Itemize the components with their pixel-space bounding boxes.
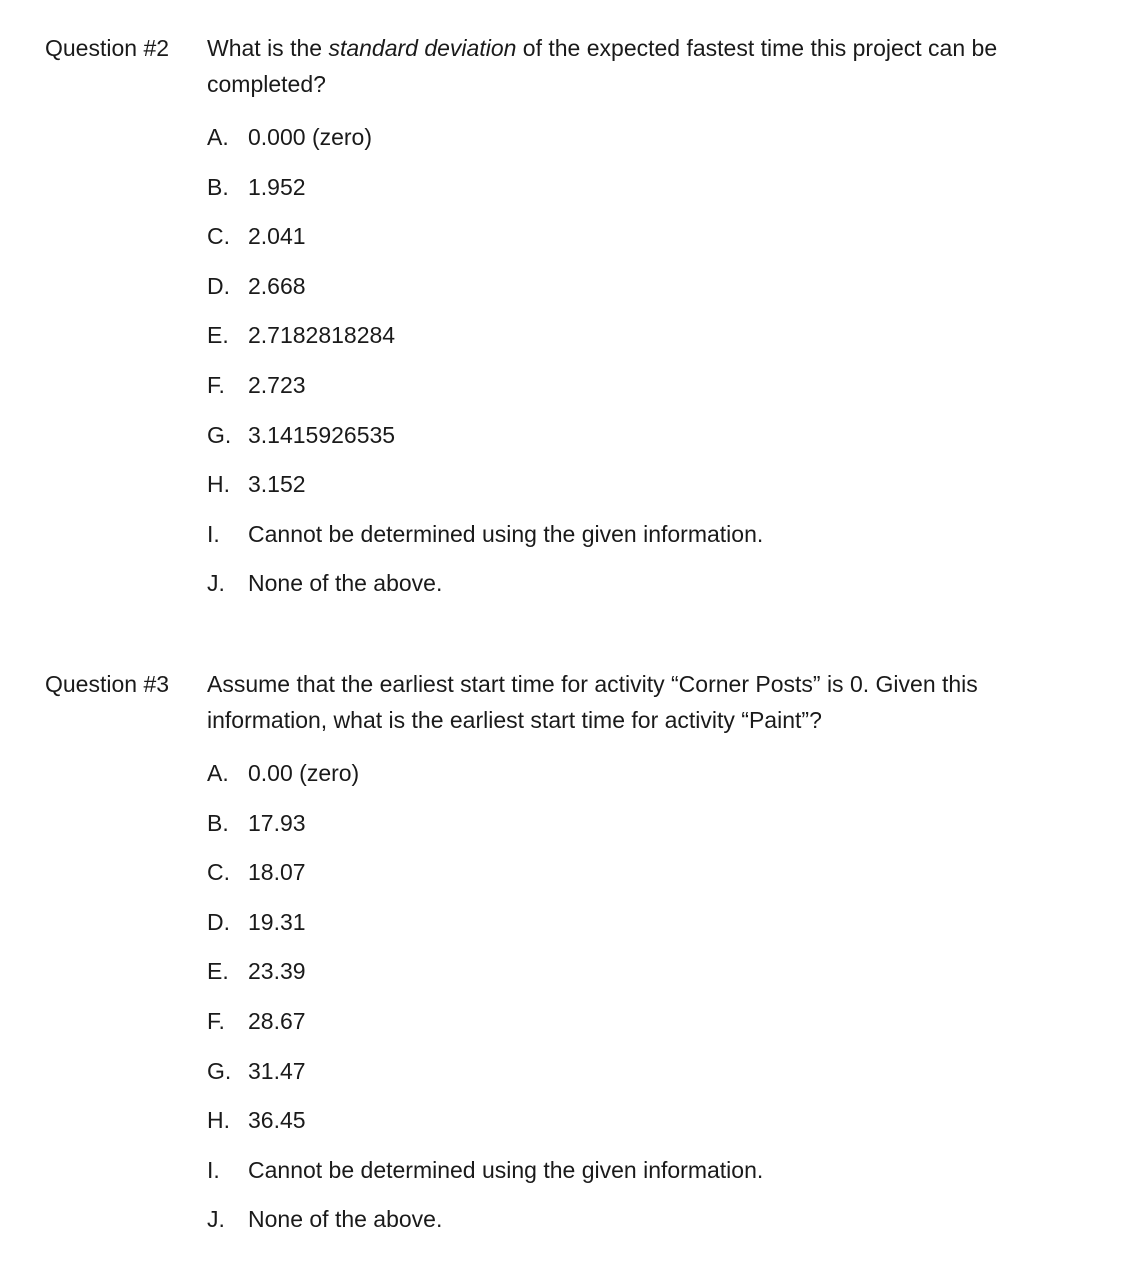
answer-option-g[interactable] <box>207 417 1087 467</box>
question-text-part: of the expected fastest time this project can be completed? <box>207 35 998 97</box>
option-text: None of the above. <box>248 1206 443 1233</box>
answer-option-b[interactable] <box>207 169 1087 219</box>
question-text <box>207 30 1087 102</box>
option-text: 23.39 <box>248 958 306 985</box>
answer-option-a[interactable] <box>207 119 1087 169</box>
option-text: Cannot be determined using the given information. <box>248 520 764 547</box>
answer-option-h[interactable] <box>207 1102 1087 1152</box>
option-letter: A. <box>207 124 229 150</box>
answer-option-g[interactable] <box>207 1053 1087 1103</box>
option-letter: D. <box>207 272 230 299</box>
answer-option-b[interactable] <box>207 805 1087 855</box>
option-text: 2.668 <box>248 272 306 299</box>
question-text-part: . Given this information, what is <box>207 671 978 733</box>
option-text: 1.952 <box>248 173 306 200</box>
option-letter: C. <box>207 859 230 886</box>
question-text <box>207 666 1087 738</box>
answer-option-d[interactable] <box>207 904 1087 954</box>
question-text-highlight: Corner Posts <box>678 671 813 697</box>
option-letter: G. <box>207 1057 232 1084</box>
question-text-part: Assume that <box>207 671 342 697</box>
question-label: Question #2 <box>45 35 170 61</box>
question-text-part: What is the <box>207 35 329 61</box>
answer-options <box>207 119 1087 615</box>
option-letter: D. <box>207 908 230 935</box>
option-text: 18.07 <box>248 859 306 886</box>
option-letter: E. <box>207 958 229 985</box>
answer-option-c[interactable] <box>207 854 1087 904</box>
option-text: 0.000 (zero) <box>248 124 373 150</box>
option-text: None of the above. <box>248 570 443 597</box>
answer-option-e[interactable] <box>207 317 1087 367</box>
answer-options <box>207 755 1087 1251</box>
option-letter: F. <box>207 371 225 398</box>
answer-option-e[interactable] <box>207 953 1087 1003</box>
option-text: 2.723 <box>248 371 306 398</box>
question-text-part: ”? <box>801 707 822 733</box>
option-text: Cannot be determined using the given information. <box>248 1156 764 1183</box>
option-letter: A. <box>207 760 229 786</box>
question-text-emphasis: standard deviation <box>328 35 517 61</box>
option-text: 3.152 <box>248 471 306 498</box>
option-letter: F. <box>207 1007 225 1034</box>
question-text-highlight: the earliest start time <box>341 671 555 697</box>
answer-option-i[interactable] <box>207 516 1087 566</box>
option-letter: J. <box>207 570 225 597</box>
option-letter: B. <box>207 809 229 836</box>
question-text-part: for activity “ <box>554 671 679 697</box>
option-text: 19.31 <box>248 908 306 935</box>
option-letter: H. <box>207 1107 230 1134</box>
question-text-highlight: Paint <box>748 707 802 733</box>
option-text: 2.7182818284 <box>248 322 396 349</box>
question-text-part: for activity “ <box>625 707 749 733</box>
option-letter: C. <box>207 223 230 250</box>
option-text: 31.47 <box>248 1057 306 1084</box>
option-text: 0.00 (zero) <box>248 760 360 786</box>
answer-option-j[interactable] <box>207 1201 1087 1251</box>
option-letter: G. <box>207 421 232 448</box>
option-text: 28.67 <box>248 1007 306 1034</box>
answer-option-i[interactable] <box>207 1152 1087 1202</box>
option-text: 3.1415926535 <box>248 421 396 448</box>
answer-option-c[interactable] <box>207 218 1087 268</box>
question-text-part: ” is <box>812 671 850 697</box>
answer-option-a[interactable] <box>207 755 1087 805</box>
answer-option-f[interactable] <box>207 1003 1087 1053</box>
option-text: 36.45 <box>248 1107 306 1134</box>
option-text: 17.93 <box>248 809 306 836</box>
option-text: 2.041 <box>248 223 306 250</box>
option-letter: B. <box>207 173 229 200</box>
answer-option-h[interactable] <box>207 466 1087 516</box>
answer-option-d[interactable] <box>207 268 1087 318</box>
option-letter: I. <box>207 520 220 547</box>
option-letter: E. <box>207 322 229 349</box>
option-letter: H. <box>207 471 230 498</box>
option-letter: I. <box>207 1156 220 1183</box>
question-text-highlight: the earliest start time <box>411 707 625 733</box>
answer-option-j[interactable] <box>207 565 1087 615</box>
answer-option-f[interactable] <box>207 367 1087 417</box>
question-label: Question #3 <box>45 671 170 697</box>
option-letter: J. <box>207 1206 225 1233</box>
question-text-highlight: 0 <box>849 671 863 697</box>
